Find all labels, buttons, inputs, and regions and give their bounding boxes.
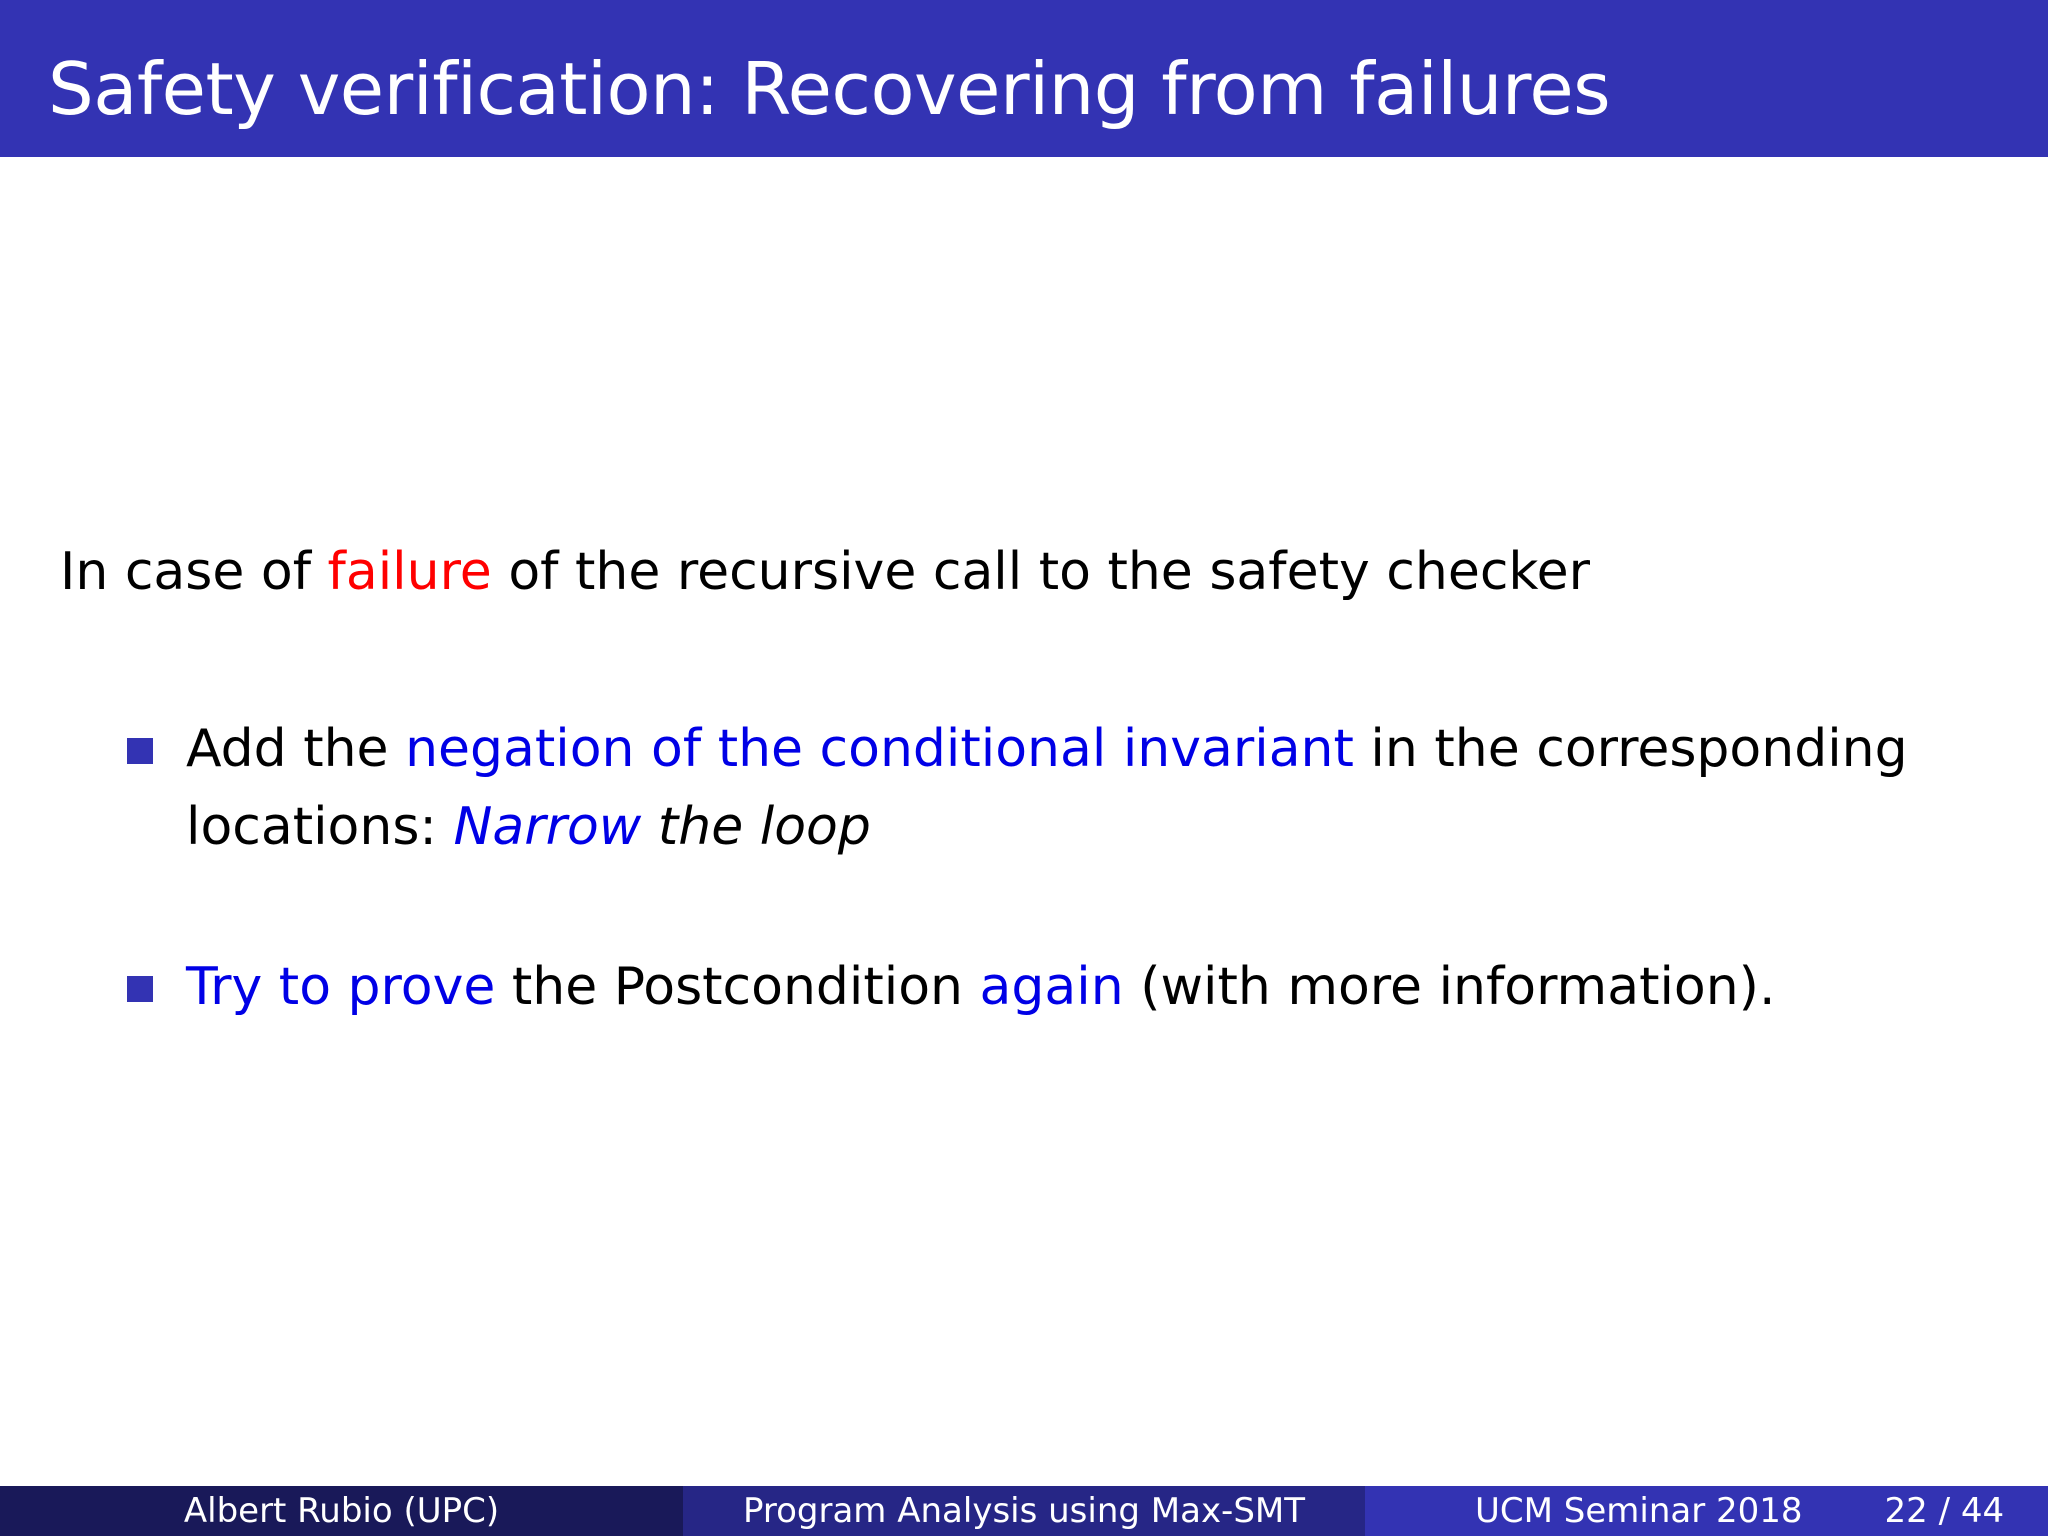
intro-highlight: failure [327, 542, 492, 602]
bullet-square-icon [127, 738, 153, 764]
bullet-1-highlight: negation of the conditional invariant [405, 719, 1354, 779]
bullet-2-part2: (with more information). [1123, 957, 1776, 1017]
bullet-square-icon [127, 976, 153, 1002]
bullet-1-part2: in the corresponding locations: [186, 719, 1908, 857]
bullet-item-1 [186, 710, 1986, 866]
footer [0, 1486, 2048, 1536]
bullet-2-part1: the Postcondition [495, 957, 980, 1017]
bullet-1-italic-black: the loop [641, 797, 871, 857]
footer-event: UCM Seminar 2018 [1475, 1491, 1803, 1531]
footer-right-section [1365, 1486, 2048, 1536]
footer-talk-title: Program Analysis using Max-SMT [683, 1486, 1365, 1536]
footer-author: Albert Rubio (UPC) [0, 1486, 683, 1536]
bullet-2-highlight1: Try to prove [186, 957, 496, 1017]
bullet-1-italic-blue: Narrow [453, 797, 642, 857]
title-bar [0, 0, 2048, 157]
bullet-1-part1: Add the [186, 719, 406, 779]
intro-part1: In case of [60, 542, 328, 602]
intro-text [60, 540, 1590, 604]
bullet-2-highlight2: again [979, 957, 1124, 1017]
slide-title: Safety verification: Recovering from failures [48, 47, 1611, 131]
bullet-item-2 [186, 948, 1986, 1026]
page-number: 22 / 44 [1884, 1491, 2005, 1531]
intro-part2: of the recursive call to the safety checker [491, 542, 1591, 602]
